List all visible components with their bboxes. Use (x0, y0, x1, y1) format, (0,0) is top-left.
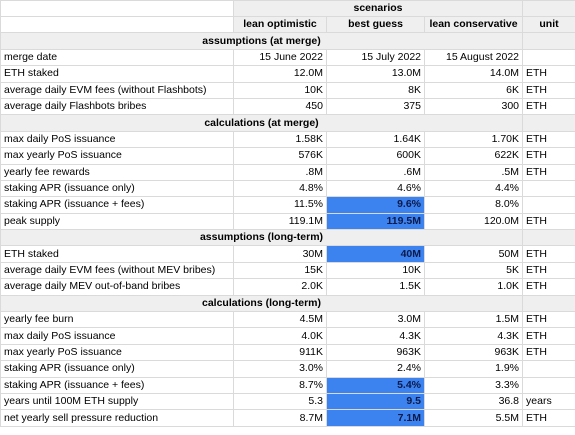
value-cell[interactable]: .5M (425, 164, 523, 180)
value-cell[interactable]: 15 July 2022 (327, 49, 425, 65)
value-cell[interactable]: 1.58K (234, 131, 327, 147)
value-cell[interactable]: 1.0K (425, 279, 523, 295)
value-cell[interactable]: 11.5% (234, 197, 327, 213)
header-blank-cell[interactable] (1, 1, 234, 17)
row-label[interactable]: years until 100M ETH supply (1, 393, 234, 409)
section-title[interactable]: assumptions (at merge) (1, 33, 523, 49)
unit-cell[interactable]: ETH (523, 262, 575, 278)
column-header-lean-optimistic[interactable]: lean optimistic (234, 17, 327, 33)
section-header-row (1, 230, 575, 246)
unit-cell[interactable]: ETH (523, 279, 575, 295)
unit-cell[interactable]: ETH (523, 344, 575, 360)
row-label[interactable]: ETH staked (1, 246, 234, 262)
section-unit-cell[interactable] (523, 33, 575, 49)
row-label[interactable]: max daily PoS issuance (1, 131, 234, 147)
spreadsheet-body (1, 1, 575, 427)
value-cell[interactable]: 119.5M (327, 213, 425, 229)
value-cell[interactable]: 13.0M (327, 66, 425, 82)
value-cell[interactable]: 8K (327, 82, 425, 98)
row-label[interactable]: average daily MEV out-of-band bribes (1, 279, 234, 295)
unit-cell[interactable] (523, 49, 575, 65)
value-cell[interactable]: 15K (234, 262, 327, 278)
value-cell[interactable]: 1.5M (425, 312, 523, 328)
table-row (1, 197, 575, 213)
table-row (1, 98, 575, 114)
column-header-best-guess[interactable]: best guess (327, 17, 425, 33)
value-cell[interactable]: .6M (327, 164, 425, 180)
value-cell[interactable]: 6K (425, 82, 523, 98)
value-cell[interactable]: 3.0% (234, 361, 327, 377)
value-cell[interactable]: 10K (234, 82, 327, 98)
value-cell[interactable]: 622K (425, 148, 523, 164)
unit-cell[interactable]: ETH (523, 312, 575, 328)
value-cell[interactable]: 30M (234, 246, 327, 262)
table-row (1, 279, 575, 295)
value-cell[interactable]: 9.6% (327, 197, 425, 213)
unit-cell[interactable]: years (523, 393, 575, 409)
value-cell[interactable]: 4.4% (425, 180, 523, 196)
row-label[interactable]: average daily EVM fees (without Flashbots) (1, 82, 234, 98)
section-title[interactable]: assumptions (long-term) (1, 230, 523, 246)
unit-cell[interactable] (523, 377, 575, 393)
value-cell[interactable]: 119.1M (234, 213, 327, 229)
row-label[interactable]: staking APR (issuance + fees) (1, 197, 234, 213)
row-label[interactable]: max yearly PoS issuance (1, 148, 234, 164)
table-row (1, 66, 575, 82)
value-cell[interactable]: 3.0M (327, 312, 425, 328)
unit-cell[interactable]: ETH (523, 148, 575, 164)
header-blank-cell[interactable] (523, 1, 575, 17)
unit-cell[interactable]: ETH (523, 328, 575, 344)
value-cell[interactable]: 911K (234, 344, 327, 360)
section-title[interactable]: calculations (at merge) (1, 115, 523, 131)
row-label[interactable]: average daily EVM fees (without MEV bribes) (1, 262, 234, 278)
value-cell[interactable]: 15 August 2022 (425, 49, 523, 65)
value-cell[interactable]: 50M (425, 246, 523, 262)
value-cell[interactable]: 10K (327, 262, 425, 278)
value-cell[interactable]: 4.3K (425, 328, 523, 344)
header-row-columns (1, 17, 575, 33)
value-cell[interactable]: 3.3% (425, 377, 523, 393)
table-row (1, 262, 575, 278)
value-cell[interactable]: 5.3 (234, 393, 327, 409)
column-header-lean-conservative[interactable]: lean conservative (425, 17, 523, 33)
value-cell[interactable]: 7.1M (327, 410, 425, 426)
value-cell[interactable]: 15 June 2022 (234, 49, 327, 65)
row-label[interactable]: max daily PoS issuance (1, 328, 234, 344)
table-row (1, 148, 575, 164)
table-row (1, 180, 575, 196)
section-header-row (1, 115, 575, 131)
header-row-scenarios (1, 1, 575, 17)
value-cell[interactable]: 5.4% (327, 377, 425, 393)
value-cell[interactable]: 14.0M (425, 66, 523, 82)
value-cell[interactable]: 2.0K (234, 279, 327, 295)
value-cell[interactable]: 5K (425, 262, 523, 278)
row-label[interactable]: yearly fee rewards (1, 164, 234, 180)
value-cell[interactable]: 1.70K (425, 131, 523, 147)
section-unit-cell[interactable] (523, 115, 575, 131)
value-cell[interactable]: 4.5M (234, 312, 327, 328)
unit-cell[interactable]: ETH (523, 164, 575, 180)
row-label[interactable]: peak supply (1, 213, 234, 229)
table-row (1, 344, 575, 360)
row-label[interactable]: yearly fee burn (1, 312, 234, 328)
value-cell[interactable]: 1.5K (327, 279, 425, 295)
table-row (1, 246, 575, 262)
value-cell[interactable]: 4.8% (234, 180, 327, 196)
table-row (1, 164, 575, 180)
value-cell[interactable]: 2.4% (327, 361, 425, 377)
value-cell[interactable]: 8.7M (234, 410, 327, 426)
unit-cell[interactable] (523, 180, 575, 196)
table-row (1, 131, 575, 147)
value-cell[interactable]: 576K (234, 148, 327, 164)
value-cell[interactable]: 4.6% (327, 180, 425, 196)
value-cell[interactable]: 40M (327, 246, 425, 262)
value-cell[interactable]: .8M (234, 164, 327, 180)
row-label[interactable]: max yearly PoS issuance (1, 344, 234, 360)
unit-cell[interactable]: ETH (523, 98, 575, 114)
value-cell[interactable]: 120.0M (425, 213, 523, 229)
section-header-row (1, 295, 575, 311)
table-row (1, 410, 575, 426)
value-cell[interactable]: 12.0M (234, 66, 327, 82)
value-cell[interactable]: 963K (425, 344, 523, 360)
row-label[interactable]: staking APR (issuance + fees) (1, 377, 234, 393)
value-cell[interactable]: 300 (425, 98, 523, 114)
value-cell[interactable]: 600K (327, 148, 425, 164)
unit-cell[interactable]: ETH (523, 410, 575, 426)
unit-cell[interactable]: ETH (523, 213, 575, 229)
value-cell[interactable]: 1.9% (425, 361, 523, 377)
table-row (1, 49, 575, 65)
row-label[interactable]: staking APR (issuance only) (1, 180, 234, 196)
table-row (1, 361, 575, 377)
table-row (1, 377, 575, 393)
unit-cell[interactable]: ETH (523, 66, 575, 82)
value-cell[interactable]: 5.5M (425, 410, 523, 426)
value-cell[interactable]: 9.5 (327, 393, 425, 409)
table-row (1, 312, 575, 328)
unit-cell[interactable]: ETH (523, 82, 575, 98)
table-row (1, 213, 575, 229)
unit-cell[interactable]: ETH (523, 131, 575, 147)
column-header-unit[interactable]: unit (523, 17, 575, 33)
value-cell[interactable]: 963K (327, 344, 425, 360)
value-cell[interactable]: 4.0K (234, 328, 327, 344)
value-cell[interactable]: 450 (234, 98, 327, 114)
table-row (1, 328, 575, 344)
unit-cell[interactable] (523, 361, 575, 377)
value-cell[interactable]: 1.64K (327, 131, 425, 147)
value-cell[interactable]: 36.8 (425, 393, 523, 409)
row-label[interactable]: ETH staked (1, 66, 234, 82)
section-unit-cell[interactable] (523, 230, 575, 246)
section-unit-cell[interactable] (523, 295, 575, 311)
section-title[interactable]: calculations (long-term) (1, 295, 523, 311)
table-row (1, 393, 575, 409)
row-label[interactable]: merge date (1, 49, 234, 65)
section-header-row (1, 33, 575, 49)
scenarios-header[interactable]: scenarios (234, 1, 523, 17)
table-row (1, 82, 575, 98)
value-cell[interactable]: 4.3K (327, 328, 425, 344)
unit-cell[interactable] (523, 197, 575, 213)
value-cell[interactable]: 8.0% (425, 197, 523, 213)
row-label[interactable]: net yearly sell pressure reduction (1, 410, 234, 426)
value-cell[interactable]: 8.7% (234, 377, 327, 393)
row-label[interactable]: average daily Flashbots bribes (1, 98, 234, 114)
value-cell[interactable]: 375 (327, 98, 425, 114)
row-label[interactable]: staking APR (issuance only) (1, 361, 234, 377)
unit-cell[interactable]: ETH (523, 246, 575, 262)
header-blank-cell[interactable] (1, 17, 234, 33)
